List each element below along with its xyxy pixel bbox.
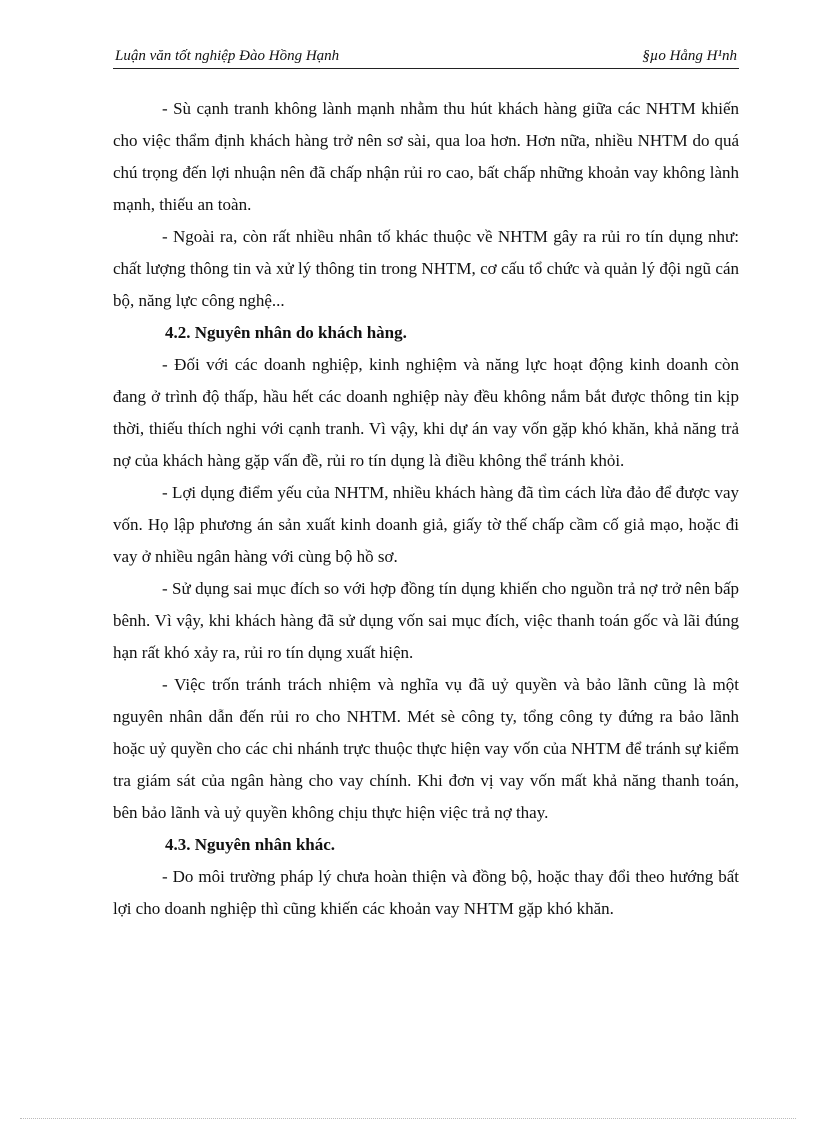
page-bottom-divider — [20, 1118, 796, 1119]
paragraph: - Việc trốn tránh trách nhiệm và nghĩa vụ đã uỷ quyền và bảo lãnh cũng là một nguyên nhân dẫn đến rủi ro cho NHTM. Mét sè công ty, tổng công ty đứng ra bảo lãnh hoặc uỷ quyền cho các chi nhánh trực thuộc thực hiện vay vốn của NHTM để tránh sự kiểm tra giám sát của ngân hàng cho vay chính. Khi đơn vị vay vốn mất khả năng thanh toán, bên bảo lãnh và uỷ quyền không chịu thực hiện việc trả nợ thay. — [113, 675, 739, 822]
page-header — [113, 46, 739, 69]
section-heading: 4.3. Nguyên nhân khác. — [165, 835, 336, 854]
header-right-text: §µo Hång H¹nh — [642, 48, 737, 64]
header-left-text: Luận văn tốt nghiệp Đào Hồng Hạnh — [115, 48, 340, 64]
paragraph: - Do môi trường pháp lý chưa hoàn thiện và đồng bộ, hoặc thay đổi theo hướng bất lợi cho doanh nghiệp thì cũng khiến các khoản vay NHTM gặp khó khăn. — [113, 867, 739, 918]
paragraph: - Lợi dụng điểm yếu của NHTM, nhiều khách hàng đã tìm cách lừa đảo để được vay vốn. Họ lập phương án sản xuất kinh doanh giả, giấy tờ thế chấp cầm cố giả mạo, hoặc đi vay ở nhiều ngân hàng với cùng bộ hồ sơ. — [113, 483, 739, 566]
paragraph: - Đối với các doanh nghiệp, kinh nghiệm và năng lực hoạt động kinh doanh còn đang ở trình độ thấp, hầu hết các doanh nghiệp này đều không nắm bắt được thông tin kịp thời, thiếu thích nghi với cạnh tranh. Vì vậy, khi dự án vay vốn gặp khó khăn, khả năng trả nợ của khách hàng gặp vấn đề, rủi ro tín dụng là điều không thể tránh khỏi. — [113, 355, 739, 470]
section-heading: 4.2. Nguyên nhân do khách hàng. — [165, 323, 407, 342]
paragraph: - Sù cạnh tranh không lành mạnh nhằm thu hút khách hàng giữa các NHTM khiến cho việc thẩm định khách hàng trở nên sơ sài, qua loa hơn. Hơn nữa, nhiều NHTM do quá chú trọng đến lợi nhuận nên đã chấp nhận rủi ro cao, bất chấp những khoản vay không lành mạnh, thiếu an toàn. — [113, 99, 739, 214]
paragraph: - Sử dụng sai mục đích so với hợp đồng tín dụng khiến cho nguồn trả nợ trở nên bấp bênh. Vì vậy, khi khách hàng đã sử dụng vốn sai mục đích, việc thanh toán gốc và lãi đúng hạn rất khó xảy ra, rủi ro tín dụng xuất hiện. — [113, 579, 739, 662]
document-body — [113, 93, 739, 925]
paragraph: - Ngoài ra, còn rất nhiều nhân tố khác thuộc về NHTM gây ra rủi ro tín dụng như: chất lượng thông tin và xử lý thông tin trong NHTM, cơ cấu tổ chức và quản lý đội ngũ cán bộ, năng lực công nghệ... — [113, 227, 739, 310]
